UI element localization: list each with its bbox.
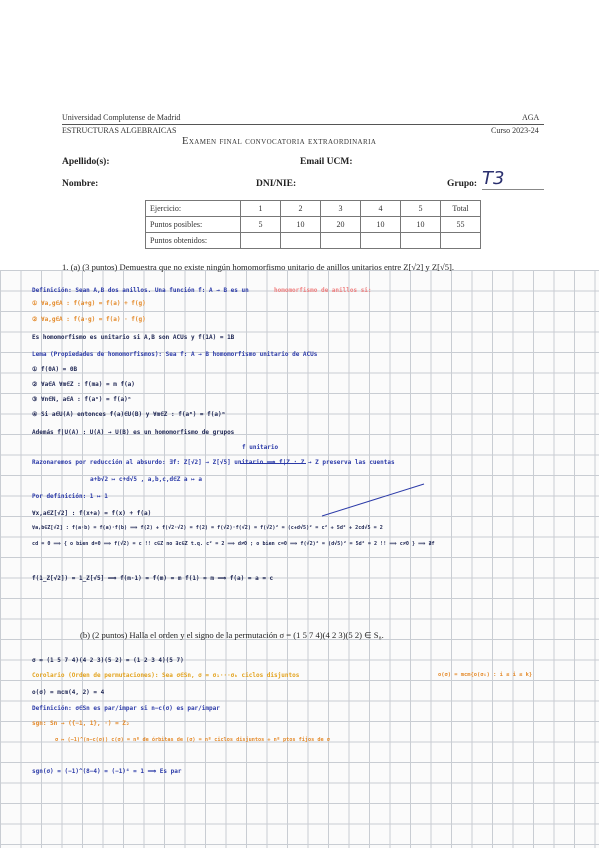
exam-title: Examen final convocatoria extraordinaria [182,136,377,147]
university-name: Universidad Complutense de Madrid [62,113,181,122]
handwritten-line: o(σ) = mcm(4, 2) = 4 [32,689,105,696]
handwritten-line: ∀x,a∈Z[√2] : f(x+a) = f(x) + f(a) [32,510,152,517]
problem-1b-statement: (b) (2 puntos) Halla el orden y el signo de la permutación σ = (1 5 7 4)(4 2 3)(5 2) ∈ S₈. [80,630,384,640]
table-cell: 10 [361,217,401,233]
handwritten-line: cd = 0 ⟹ { o bien d=0 ⟹ f(√2) = c !! c∈Z no ∃c∈Z t.q. c² = 2 ⟹ d≠0 ; o bien c=0 ⟹ f(√2)² = (d√5)² = 5d² = 2 !! ⟹ c≠0 } ⟹ ∄f [32,541,435,547]
handwritten-line: ∀a,b∈Z[√2] : f(a·b) = f(a)·f(b) ⟹ f(2) + f(√2·√2) = f(2) = f(√2)·f(√2) = f(√2)² = (c+d√5)² = c² + 5d² + 2cd√5 = 2 [32,525,383,531]
handwritten-line: ① f(0A) = 0B [32,366,78,373]
handwritten-line: Lema (Propiedades de homomorfismos): Sea f: A → B homomorfismo unitario de ACUs [32,351,318,358]
handwritten-line: Definición: σ∈Sn es par/impar si n−c(σ) es par/impar [32,705,220,712]
handwritten-line: ② ∀a,g∈A : f(a·g) = f(a) · f(g) [32,316,146,323]
surname-label: Apellido(s): [62,157,110,167]
handwritten-line: Es homomorfismo es unitario si A,B son ACUs y f(1A) = 1B [32,334,235,341]
academic-year: Curso 2023-24 [491,126,539,135]
handwritten-line: sgn: Sn → ({−1, 1}, ·) = Z₂ [32,720,130,727]
points-table [145,200,481,249]
group-handwritten-value: T3 [482,168,505,189]
email-label: Email UCM: [300,157,353,167]
handwritten-line: ① ∀a,g∈A : f(a+g) = f(a) + f(g) [32,300,146,307]
table-cell: Puntos posibles: [146,217,241,233]
diagonal-arrow [320,482,430,520]
course-title: ESTRUCTURAS ALGEBRAICAS [62,126,177,135]
dni-label: DNI/NIE: [256,179,297,189]
table-cell: 5 [241,217,281,233]
handwritten-label-unitario: f unitario [242,444,279,451]
handwritten-line: ③ ∀n∈N, a∈A : f(aⁿ) = f(a)ⁿ [32,396,132,403]
table-cell: Ejercicio: [146,201,241,217]
table-cell: 55 [441,217,481,233]
table-cell: Puntos obtenidos: [146,233,241,249]
table-cell: 10 [281,217,321,233]
handwritten-line: o(σ) = mcm{o(σᵢ) : i ≤ i ≤ k} [438,672,533,678]
handwritten-line: sgn(σ) = (−1)^(8−4) = (−1)⁴ = 1 ⟹ Es par [32,768,182,775]
handwritten-line: ④ Si a∈U(A) entonces f(a)∈U(B) y ∀m∈Z : f(aᵐ) = f(a)ᵐ [32,411,226,418]
group-underline [482,189,544,190]
handwritten-line: Además f|U(A) : U(A) → U(B) es un homomorfismo de grupos [32,429,235,436]
table-cell: 3 [321,201,361,217]
table-row [146,217,481,233]
table-cell: 5 [401,201,441,217]
handwritten-line: Por definición: 1 ↦ 1 [32,493,108,500]
table-cell: 2 [281,201,321,217]
handwritten-line: Razonaremos por reducción al absurdo: ∃f: Z[√2] → Z[√5] unitario ⟹ f|Z : Z → Z preserva las cuentas [32,459,395,466]
table-row [146,233,481,249]
table-cell [401,233,441,249]
handwritten-line: homomorfismo de anillos si: [274,287,372,294]
table-cell: 4 [361,201,401,217]
table-cell [361,233,401,249]
table-cell: 1 [241,201,281,217]
table-cell [241,233,281,249]
name-label: Nombre: [62,179,99,189]
course-code: AGA [522,113,540,122]
handwritten-line: a+b√2 ↦ c+d√5 , a,b,c,d∈Z a ↦ a [90,476,202,483]
handwritten-line: Corolario (Orden de permutaciones): Sea σ∈Sn, σ = σ₁···σₖ ciclos disjuntos [32,672,300,679]
table-cell: Total [441,201,481,217]
group-label: Grupo: [447,179,478,189]
handwritten-line: ② ∀a∈A ∀m∈Z : f(ma) = m f(a) [32,381,135,388]
header-rule [62,124,544,125]
table-row [146,201,481,217]
table-cell: 20 [321,217,361,233]
problem-1a-statement: 1. (a) (3 puntos) Demuestra que no existe ningún homomorfismo unitario de anillos unitarios entre Z[√2] y Z[√5]. [62,262,455,272]
table-cell [281,233,321,249]
handwritten-line: Definición: Sean A,B dos anillos. Una función f: A → B es un [32,287,249,294]
handwritten-line: σ = (1 5 7 4)(4 2 3)(5 2) = (1 2 3 4)(5 7) [32,657,184,664]
table-cell [441,233,481,249]
handwritten-line: f(1_Z[√2]) = 1_Z[√5] ⟹ f(m·1) = f(m) = m f(1) = m ⟹ f(a) = a = c [32,575,274,582]
handwritten-line: σ ↦ (−1)^(n−c(σ)) c(σ) = nº de órbitas de ⟨σ⟩ = nº ciclos disjuntos + nº ptos fijos de σ [55,737,330,743]
table-cell: 10 [401,217,441,233]
table-cell [321,233,361,249]
